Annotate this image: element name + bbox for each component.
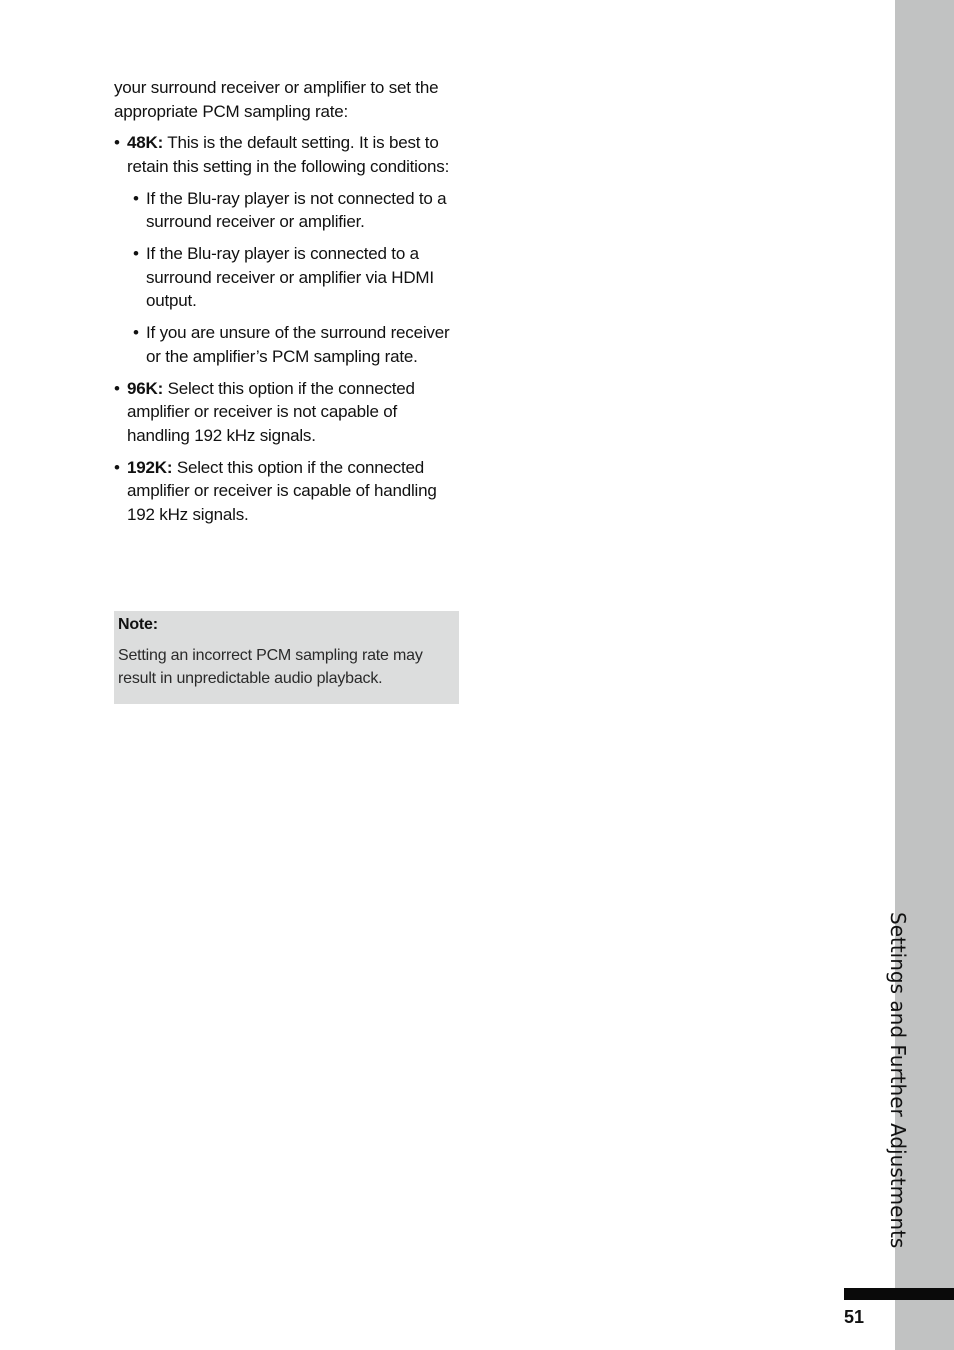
intro-paragraph: your surround receiver or amplifier to set the appropriate PCM sampling rate:	[114, 78, 439, 121]
side-section-label	[883, 912, 911, 1272]
option-96k	[114, 377, 460, 448]
option-192k-term: 192K:	[127, 457, 173, 477]
option-96k-text: Select this option if the connected amplifier or receiver is not capable of handling 192 kHz signals.	[127, 378, 415, 445]
note-box	[114, 611, 459, 704]
footer-rule	[844, 1288, 954, 1300]
note-text: Setting an incorrect PCM sampling rate may result in unpredictable audio playback.	[118, 647, 423, 687]
option-48k-text: This is the default setting. It is best to retain this setting in the following conditions:	[127, 133, 450, 176]
option-48k	[114, 131, 460, 178]
side-section-label-text: Settings and Further Adjustments	[886, 912, 910, 1249]
option-192k-text: Select this option if the connected amplifier or receiver is capable of handling 192 kHz signals.	[127, 457, 437, 524]
note-title: Note:	[118, 616, 158, 633]
option-192k	[114, 456, 460, 527]
condition-unsure: • If you are unsure of the surround receiver or the amplifier’s PCM sampling rate.	[114, 321, 460, 368]
condition-hdmi-connected: • If the Blu-ray player is connected to a surround receiver or amplifier via HDMI output.	[114, 242, 460, 313]
option-96k-term: 96K:	[127, 378, 164, 398]
main-text-column	[114, 76, 460, 535]
page-number: 51	[844, 1307, 865, 1327]
option-48k-term: 48K:	[127, 133, 164, 152]
condition-not-connected: • If the Blu-ray player is not connected to a surround receiver or amplifier.	[114, 187, 460, 234]
